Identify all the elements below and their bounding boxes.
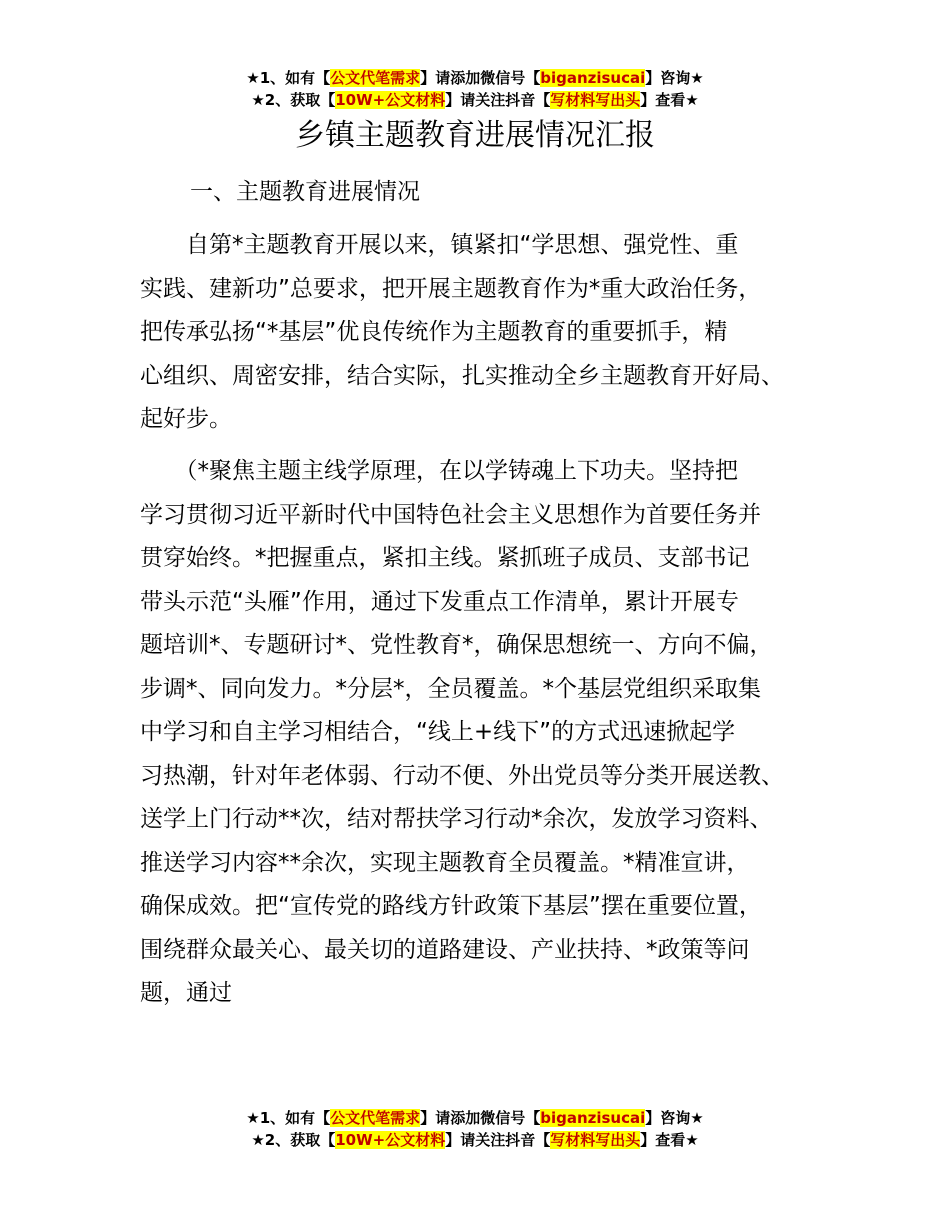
paragraph-line: （*聚焦主题主线学原理，在以学铸魂上下功夫。坚持把	[140, 458, 738, 484]
paragraph-line: 贯穿始终。*把握重点，紧扣主线。紧抓班子成员、支部书记	[140, 545, 750, 571]
highlight-ghostwriting: 公文代笔需求	[330, 1109, 421, 1127]
footer-banner	[0, 1107, 950, 1151]
document-title: 乡镇主题教育进展情况汇报	[295, 118, 655, 153]
paragraph-line: 把传承弘扬“*基层”优良传统作为主题教育的重要抓手，精	[140, 319, 728, 345]
highlight-materials: 10W+公文材料	[335, 91, 446, 109]
paragraph-line: 中学习和自主学习相结合，“线上+线下”的方式迅速掀起学	[140, 719, 736, 745]
paragraph-line: 确保成效。把“宣传党的路线方针政策下基层”摆在重要位置，	[140, 893, 762, 919]
paragraph-line: 学习贯彻习近平新时代中国特色社会主义思想作为首要任务并	[140, 501, 761, 528]
paragraph-line: 起好步。	[140, 406, 232, 432]
header-banner-line-2: ★2、获取【10W+公文材料】请关注抖音【写材料写出头】查看★	[251, 91, 699, 109]
paragraph-2	[140, 450, 840, 1016]
highlight-materials: 10W+公文材料	[335, 1131, 446, 1149]
paragraph-line: 题，通过	[140, 980, 232, 1006]
highlight-wechat-id: biganzisucai	[540, 1109, 646, 1127]
paragraph-1	[140, 224, 840, 442]
paragraph-line: 步调*、同向发力。*分层*，全员覆盖。*个基层党组织采取集	[140, 675, 761, 702]
paragraph-line: 推送学习内容**余次，实现主题教育全员覆盖。*精准宣讲，	[140, 849, 750, 876]
paragraph-line: 带头示范“头雁”作用，通过下发重点工作清单，累计开展专	[140, 588, 739, 615]
paragraph-line: 习热潮，针对年老体弱、行动不便、外出党员等分类开展送教、	[140, 762, 784, 789]
highlight-douyin-account: 写材料写出头	[550, 1131, 641, 1149]
paragraph-line: 题培训*、专题研讨*、党性教育*，确保思想统一、方向不偏，	[140, 632, 773, 658]
paragraph-line: 心组织、周密安排，结合实际，扎实推动全乡主题教育开好局、	[140, 362, 784, 389]
highlight-douyin-account: 写材料写出头	[550, 91, 641, 109]
header-banner	[0, 67, 950, 111]
highlight-wechat-id: biganzisucai	[540, 69, 646, 87]
paragraph-line: 自第*主题教育开展以来，镇紧扣“学思想、强党性、重	[140, 232, 739, 258]
paragraph-line: 实践、建新功”总要求，把开展主题教育作为*重大政治任务，	[140, 275, 762, 302]
section-heading: 一、主题教育进展情况	[190, 179, 420, 205]
highlight-ghostwriting: 公文代笔需求	[330, 69, 421, 87]
paragraph-line: 送学上门行动**次，结对帮扶学习行动*余次，发放学习资料、	[140, 806, 773, 832]
header-banner-line-1: ★1、如有【公文代笔需求】请添加微信号【biganzisucai】咨询★	[246, 69, 704, 87]
footer-banner-line-1: ★1、如有【公文代笔需求】请添加微信号【biganzisucai】咨询★	[246, 1109, 704, 1127]
footer-banner-line-2: ★2、获取【10W+公文材料】请关注抖音【写材料写出头】查看★	[251, 1131, 699, 1149]
paragraph-line: 围绕群众最关心、最关切的道路建设、产业扶持、*政策等问	[140, 936, 750, 963]
